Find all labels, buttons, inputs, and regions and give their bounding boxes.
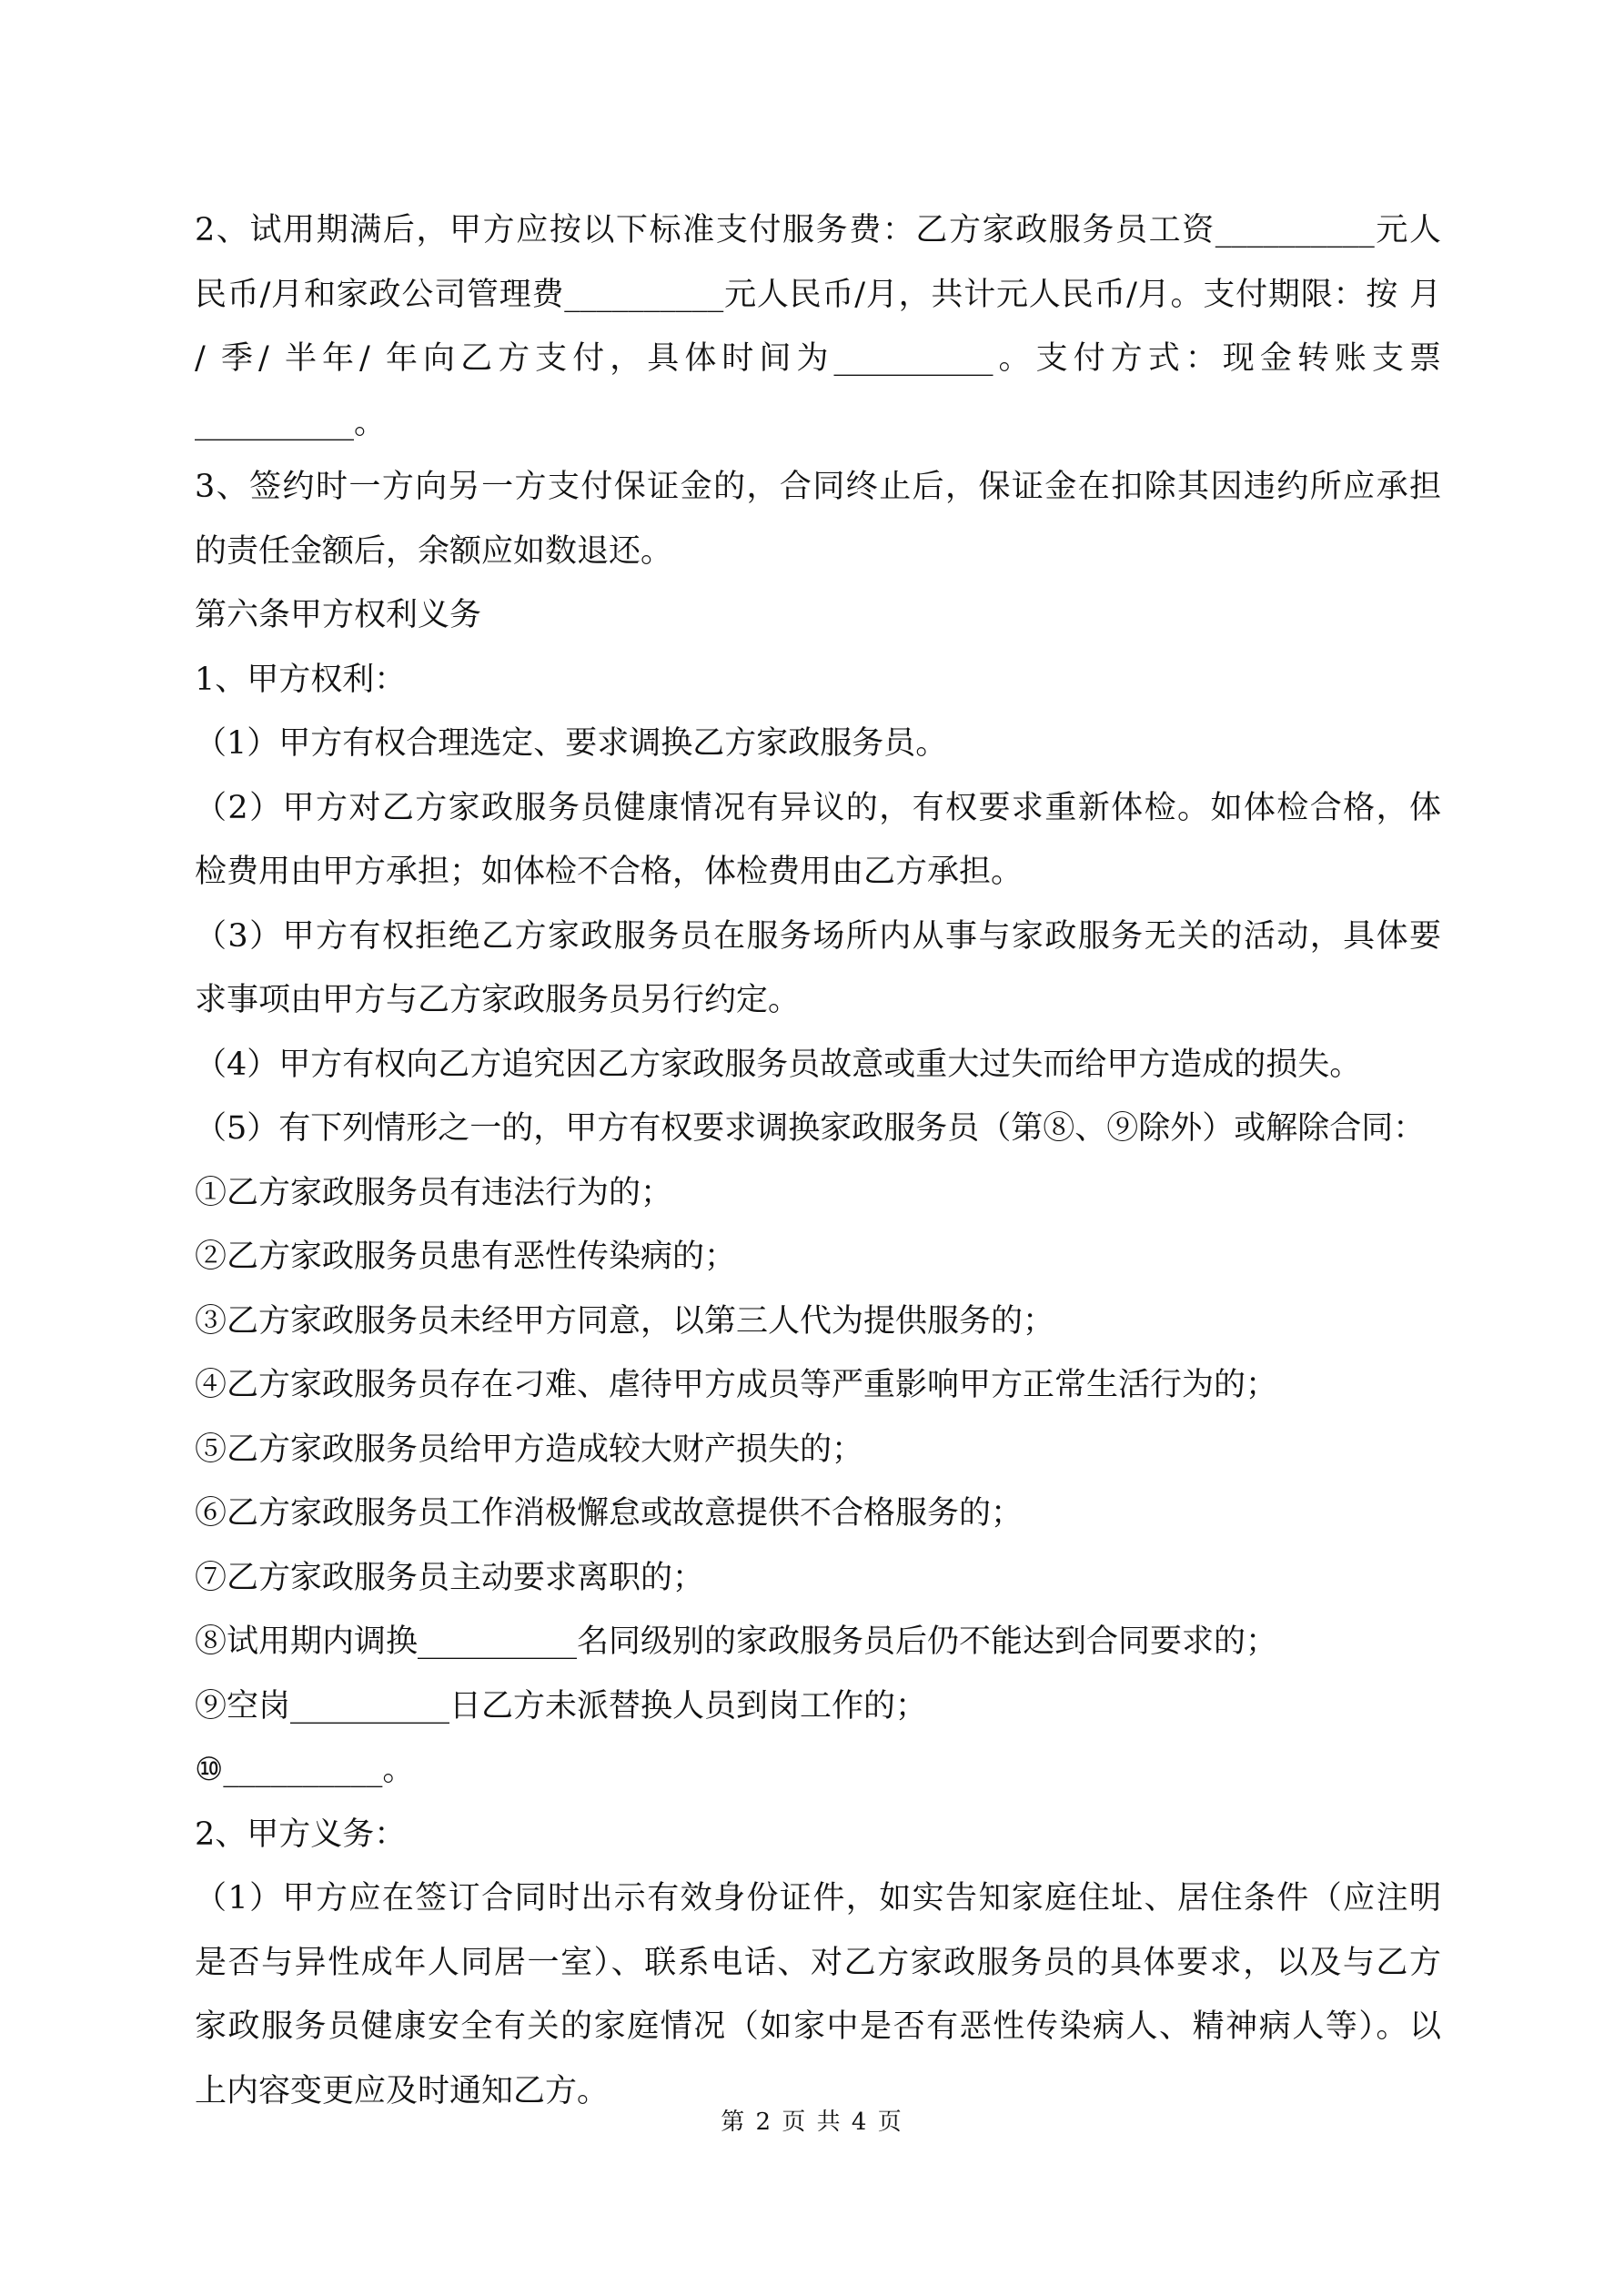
text-line: 3、签约时一方向另一方支付保证金的，合同终止后，保证金在扣除其因违约所应承担	[195, 469, 1441, 505]
list-item: ⑩__________。	[195, 1752, 415, 1788]
text-line: （2）甲方对乙方家政服务员健康情况有异议的，有权要求重新体检。如体检合格，体	[195, 789, 1441, 826]
section-heading: 第六条甲方权利义务	[195, 597, 482, 633]
document-body	[195, 198, 1441, 2123]
text-line: 上内容变更应及时通知乙方。	[195, 2072, 610, 2109]
text-line: （3）甲方有权拒绝乙方家政服务员在服务场所内从事与家政服务无关的活动，具体要	[195, 917, 1441, 955]
list-item: ④乙方家政服务员存在刁难、虐待甲方成员等严重影响甲方正常生活行为的；	[195, 1367, 1278, 1403]
text-line: （5）有下列情形之一的，甲方有权要求调换家政服务员（第⑧、⑨除外）或解除合同：	[195, 1110, 1426, 1147]
text-line: __________。	[195, 404, 387, 441]
subsection-heading: 2、甲方义务：	[195, 1816, 407, 1853]
text-line: / 季/ 半年/ 年向乙方支付，具体时间为__________。支付方式：现金转账支票	[195, 340, 1441, 377]
text-line: （4）甲方有权向乙方追究因乙方家政服务员故意或重大过失而给甲方造成的损失。	[195, 1046, 1362, 1083]
text-line: 的责任金额后，余额应如数退还。	[195, 532, 673, 570]
list-item: ②乙方家政服务员患有恶性传染病的；	[195, 1239, 737, 1275]
text-line: 家政服务员健康安全有关的家庭情况（如家中是否有恶性传染病人、精神病人等）。以	[195, 2008, 1441, 2045]
text-line: （1）甲方应在签订合同时出示有效身份证件，如实告知家庭住址、居住条件（应注明	[195, 1880, 1441, 1917]
text-line: （1）甲方有权合理选定、要求调换乙方家政服务员。	[195, 725, 948, 762]
page-indicator: 第 2 页 共 4 页	[721, 2109, 903, 2136]
subsection-heading: 1、甲方权利：	[195, 661, 407, 698]
list-item: ③乙方家政服务员未经甲方同意，以第三人代为提供服务的；	[195, 1302, 1055, 1340]
list-item: ①乙方家政服务员有违法行为的；	[195, 1174, 673, 1211]
list-item: ⑨空岗__________日乙方未派替换人员到岗工作的；	[195, 1687, 928, 1725]
list-item: ⑥乙方家政服务员工作消极懈怠或故意提供不合格服务的；	[195, 1495, 1024, 1532]
text-line: 2、试用期满后，甲方应按以下标准支付服务费：乙方家政服务员工资__________元人	[195, 212, 1441, 248]
text-line: 是否与异性成年人同居一室）、联系电话、对乙方家政服务员的具体要求，以及与乙方	[195, 1944, 1441, 1981]
list-item: ⑧试用期内调换__________名同级别的家政服务员后仍不能达到合同要求的；	[195, 1623, 1278, 1660]
list-item: ⑦乙方家政服务员主动要求离职的；	[195, 1559, 705, 1596]
text-line: 检费用由甲方承担；如体检不合格，体检费用由乙方承担。	[195, 854, 1024, 890]
text-line: 求事项由甲方与乙方家政服务员另行约定。	[195, 982, 801, 1018]
text-line: 民币/月和家政公司管理费__________元人民币/月，共计元人民币/月。支付期限：按 月	[195, 276, 1441, 313]
list-item: ⑤乙方家政服务员给甲方造成较大财产损失的；	[195, 1431, 864, 1468]
